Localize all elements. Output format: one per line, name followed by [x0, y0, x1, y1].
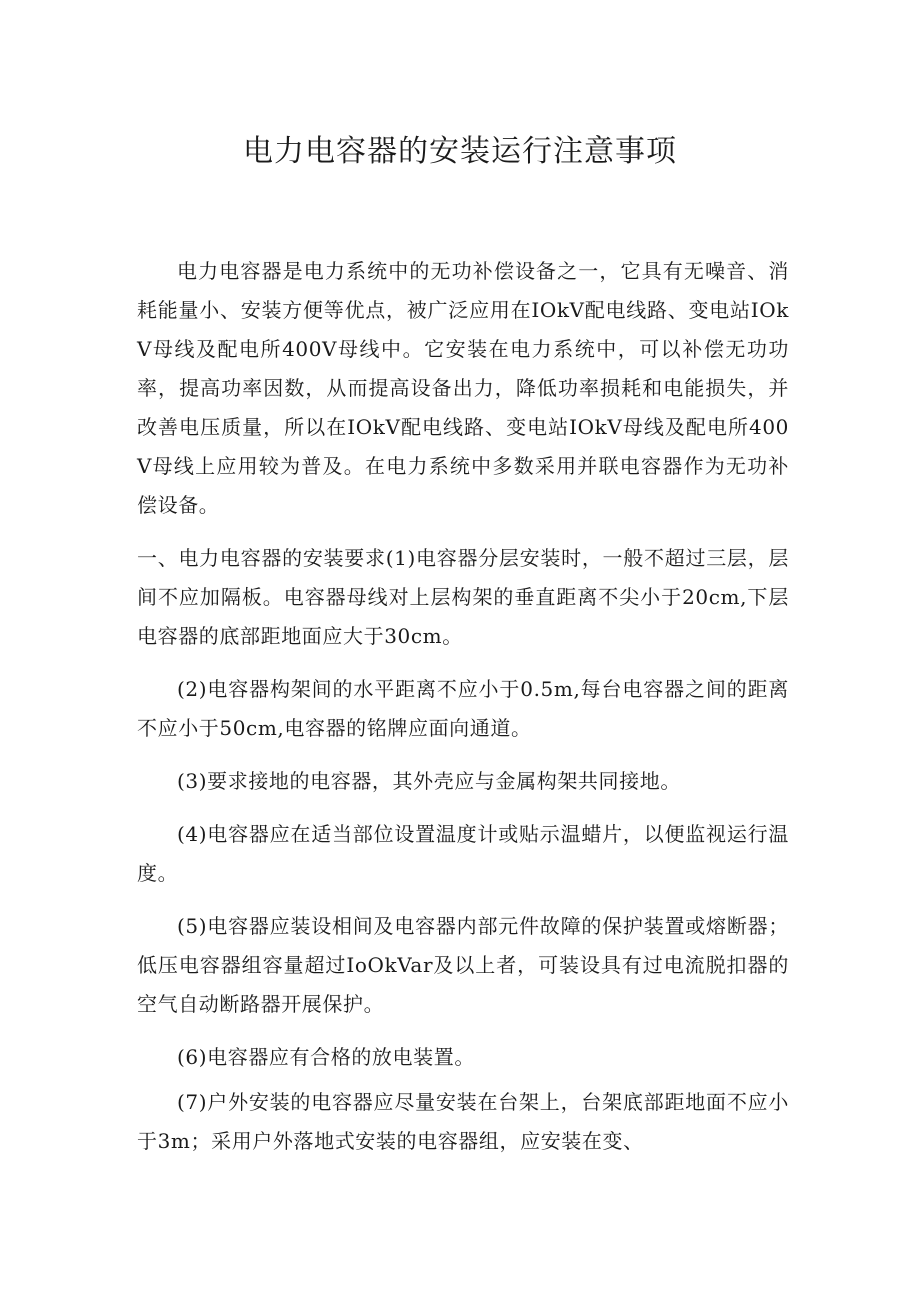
paragraph-item-5: (5)电容器应装设相间及电容器内部元件故障的保护装置或熔断器；低压电容器组容量超过IoOkVar及以上者，可装设具有过电流脱扣器的空气自动断路器开展保护。	[137, 914, 789, 1016]
paragraph-item-7: (7)户外安装的电容器应尽量安装在台架上，台架底部距地面不应小于3m；采用户外落地式安装的电容器组，应安装在变、	[137, 1090, 789, 1153]
paragraph-item-4: (4)电容器应在适当部位设置温度计或贴示温蜡片，以便监视运行温度。	[137, 822, 789, 885]
paragraph-item-3: (3)要求接地的电容器，其外壳应与金属构架共同接地。	[177, 769, 681, 793]
paragraph-item-6: (6)电容器应有合格的放电装置。	[177, 1045, 475, 1069]
document-title: 电力电容器的安装运行注意事项	[243, 134, 677, 169]
document-body	[137, 252, 789, 1175]
paragraph-intro: 电力电容器是电力系统中的无功补偿设备之一，它具有无噪音、消耗能量小、安装方便等优点，被广泛应用在IOkV配电线路、变电站IOkV母线及配电所400V母线中。它安装在电力系统中，可以补偿无功功率，提高功率因数，从而提高设备出力，降低功率损耗和电能损失，并改善电压质量，所以在IOkV配电线路、变电站IOkV母线及配电所400V母线上应用较为普及。在电力系统中多数采用并联电容器作为无功补偿设备。	[137, 259, 789, 517]
paragraph-item-2: (2)电容器构架间的水平距离不应小于0.5m,每台电容器之间的距离不应小于50cm,电容器的铭牌应面向通道。	[137, 677, 789, 740]
paragraph-section-1: 一、电力电容器的安装要求(1)电容器分层安装时，一般不超过三层，层间不应加隔板。电容器母线对上层构架的垂直距离不尖小于20cm,下层电容器的底部距地面应大于30cm。	[137, 546, 789, 648]
